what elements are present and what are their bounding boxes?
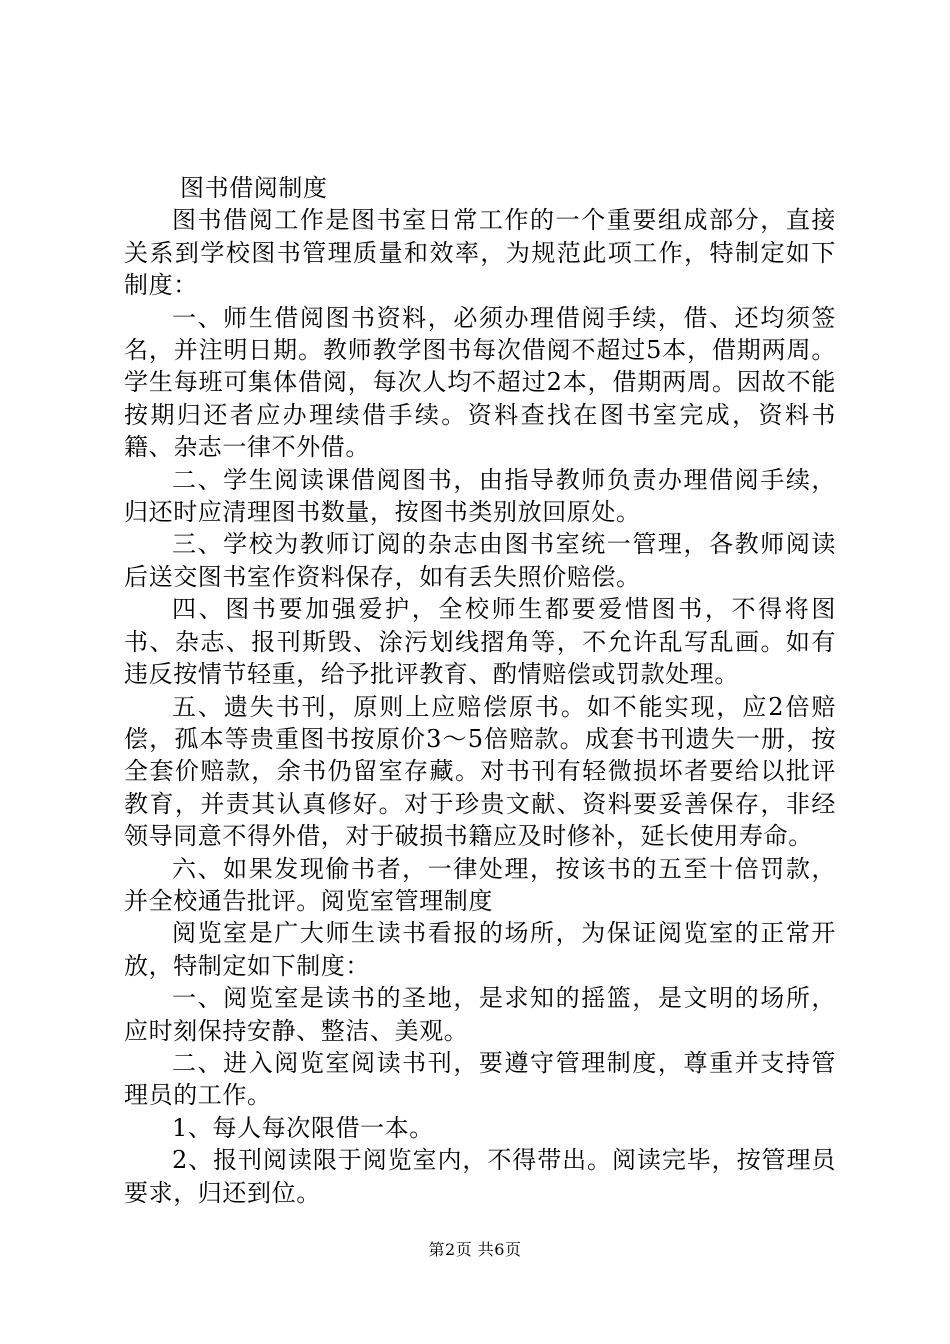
reading-room-intro-paragraph: 阅览室是广大师生读书看报的场所，为保证阅览室的正常开放，特制定如下制度：	[124, 919, 836, 980]
reading-room-rule-1: 一、阅览室是读书的圣地，是求知的摇篮，是文明的场所，应时刻保持安静、整洁、美观。	[124, 984, 836, 1045]
rule-paragraph-6: 六、如果发现偷书者，一律处理，按该书的五至十倍罚款，并全校通告批评。阅览室管理制度	[124, 854, 836, 915]
reading-room-item-2: 2、报刊阅读限于阅览室内，不得带出。阅读完毕，按管理员要求，归还到位。	[124, 1146, 836, 1207]
document-body	[124, 172, 836, 1209]
rule-paragraph-3: 三、学校为教师订阅的杂志由图书室统一管理，各教师阅读后送交图书室作资料保存，如有丢失照价赔偿。	[124, 530, 836, 591]
reading-room-item-1: 1、每人每次限借一本。	[172, 1113, 434, 1142]
rule-paragraph-2: 二、学生阅读课借阅图书，由指导教师负责办理借阅手续，归还时应清理图书数量，按图书类别放回原处。	[124, 465, 836, 527]
intro-paragraph: 图书借阅工作是图书室日常工作的一个重要组成部分，直接关系到学校图书管理质量和效率，为规范此项工作，特制定如下制度：	[124, 206, 836, 300]
reading-room-rule-2: 二、进入阅览室阅读书刊，要遵守管理制度，尊重并支持管理员的工作。	[124, 1048, 836, 1110]
rule-paragraph-5: 五、遗失书刊，原则上应赔偿原书。如不能实现，应2倍赔偿，孤本等贵重图书按原价3～5倍赔款。成套书刊遗失一册，按全套价赔款，余书仍留室存藏。对书刊有轻微损坏者要给以批评教育，并责其认真修好。对于珍贵文献、资料要妥善保存，非经领导同意不得外借，对于破损书籍应及时修补，延长使用寿命。	[124, 692, 836, 851]
document-title: 图书借阅制度	[180, 174, 328, 202]
page-number: 第2页 共6页	[428, 1240, 522, 1259]
page-footer	[0, 1240, 950, 1260]
rule-paragraph-4: 四、图书要加强爱护，全校师生都要爱惜图书，不得将图书、杂志、报刊斯毁、涂污划线摺角等，不允许乱写乱画。如有违反按情节轻重，给予批评教育、酌情赔偿或罚款处理。	[124, 595, 836, 689]
rule-paragraph-1: 一、师生借阅图书资料，必须办理借阅手续，借、还均须签名，并注明日期。教师教学图书每次借阅不超过5本，借期两周。学生每班可集体借阅，每次人均不超过2本，借期两周。因故不能按期归还者应办理续借手续。资料查找在图书室完成，资料书籍、杂志一律不外借。	[124, 303, 836, 462]
